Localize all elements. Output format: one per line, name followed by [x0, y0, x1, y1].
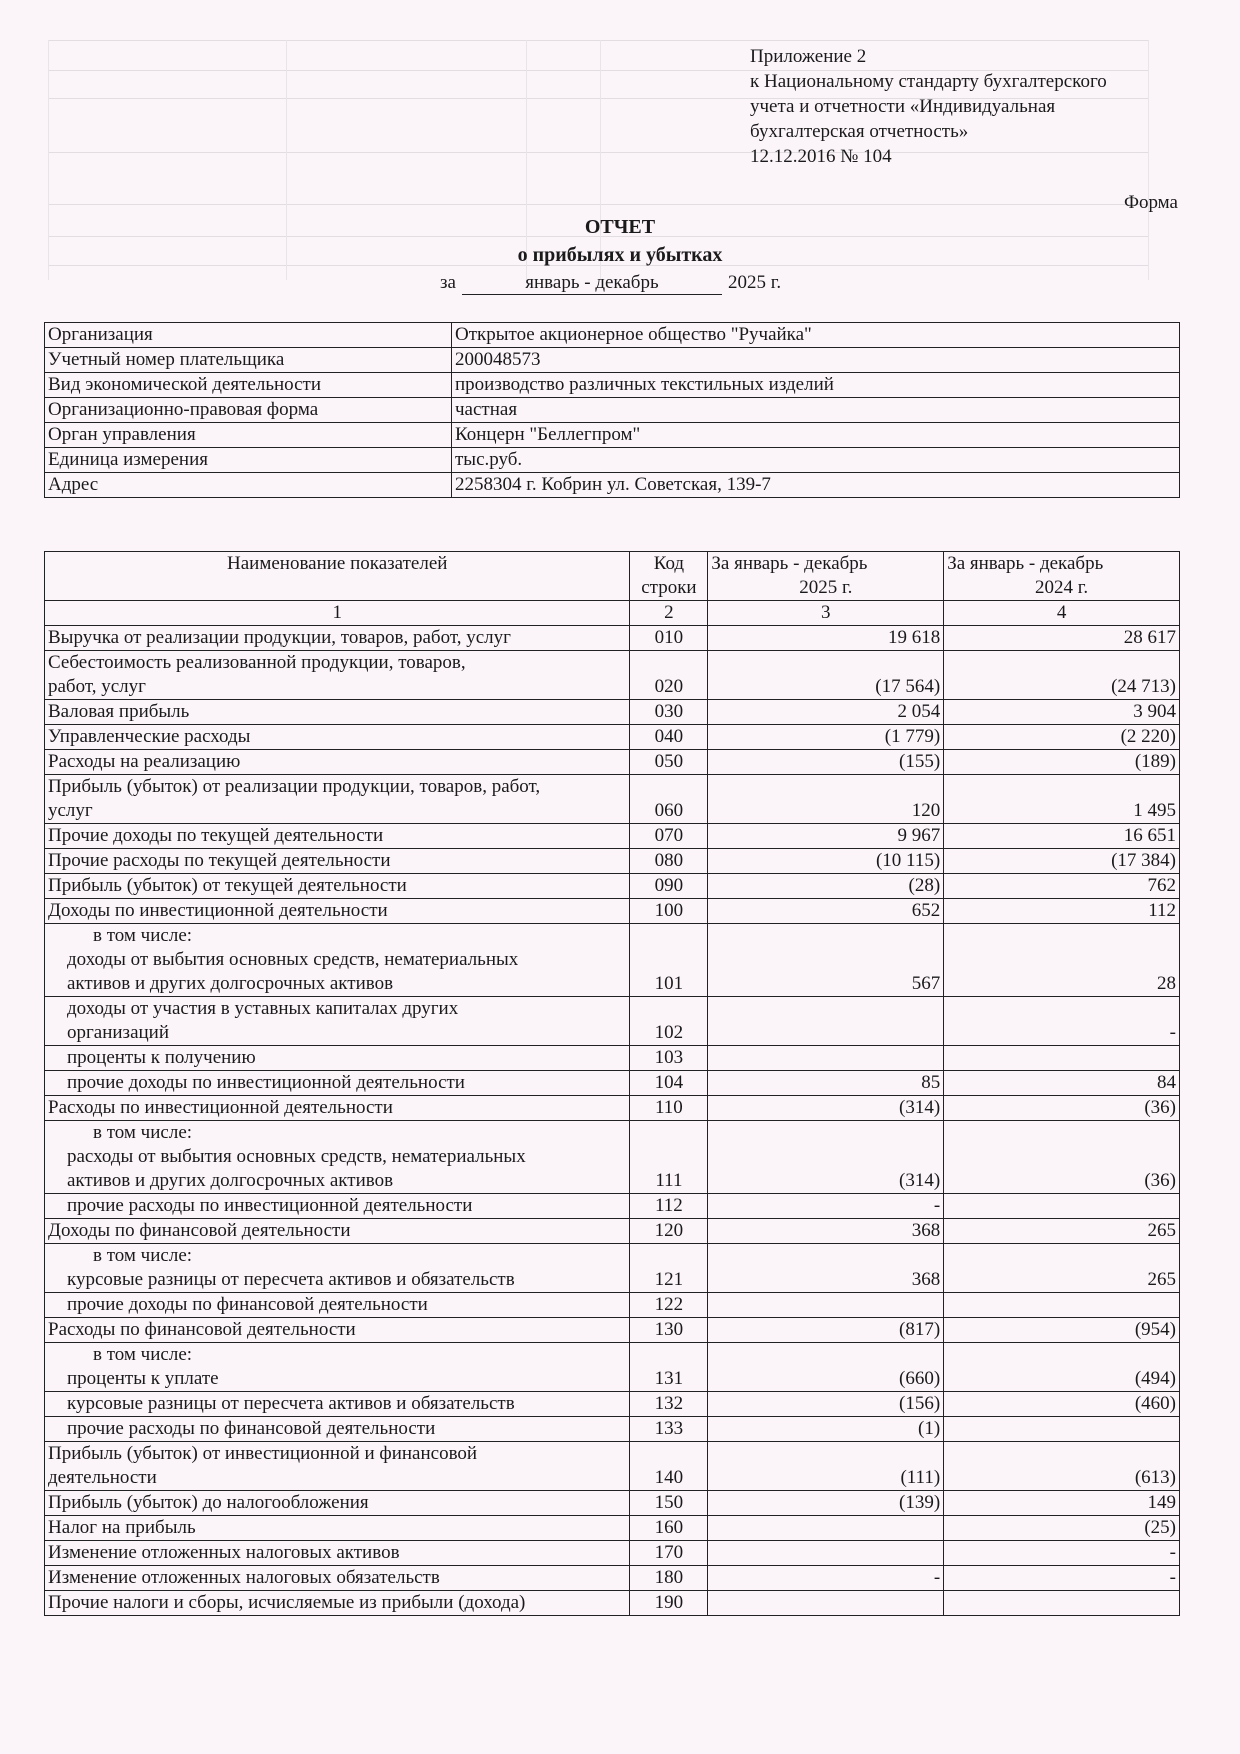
table-row [45, 626, 1180, 651]
row-code: 050 [630, 750, 708, 775]
previous-period-value: - [944, 1541, 1180, 1566]
table-row [45, 775, 1180, 824]
previous-period-value: (189) [944, 750, 1180, 775]
current-period-value: (139) [708, 1491, 944, 1516]
current-period-value [708, 1046, 944, 1071]
row-code: 132 [630, 1392, 708, 1417]
table-row [45, 824, 1180, 849]
row-name-line: Расходы по финансовой деятельности [48, 1319, 356, 1340]
row-name-line: Прочие расходы по текущей деятельности [48, 850, 391, 871]
table-row [45, 1566, 1180, 1591]
header-current-period [708, 552, 944, 601]
info-row [45, 323, 1180, 348]
table-row [45, 1071, 1180, 1096]
info-label: Учетный номер плательщика [45, 348, 452, 373]
table-row [45, 1219, 1180, 1244]
previous-period-value: 84 [944, 1071, 1180, 1096]
info-label: Орган управления [45, 423, 452, 448]
col-number: 3 [708, 601, 944, 626]
row-name [45, 700, 630, 725]
current-period-value [708, 1516, 944, 1541]
report-period [440, 272, 781, 295]
header-cur-line: 2025 г. [799, 577, 853, 598]
current-period-value: 567 [708, 924, 944, 997]
previous-period-value: (17 384) [944, 849, 1180, 874]
info-label: Вид экономической деятельности [45, 373, 452, 398]
current-period-value: 368 [708, 1244, 944, 1293]
previous-period-value: 28 617 [944, 626, 1180, 651]
row-name-line: курсовые разницы от пересчета активов и обязательств [67, 1393, 515, 1414]
row-name [45, 1096, 630, 1121]
info-value: производство различных текстильных изделий [452, 373, 1180, 398]
previous-period-value: (36) [944, 1096, 1180, 1121]
row-name-line: Налог на прибыль [48, 1517, 196, 1538]
current-period-value: (155) [708, 750, 944, 775]
row-code: 131 [630, 1343, 708, 1392]
row-name [45, 1293, 630, 1318]
row-code: 122 [630, 1293, 708, 1318]
row-name [45, 997, 630, 1046]
row-code: 040 [630, 725, 708, 750]
row-name-line: Прибыль (убыток) от инвестиционной и финансовой [48, 1443, 478, 1464]
previous-period-value: (25) [944, 1516, 1180, 1541]
row-name-line: Прочие доходы по текущей деятельности [48, 825, 384, 846]
current-period-value [708, 1293, 944, 1318]
header-code-line: Код [653, 553, 685, 574]
previous-period-value: (460) [944, 1392, 1180, 1417]
current-period-value: (17 564) [708, 651, 944, 700]
row-code: 130 [630, 1318, 708, 1343]
report-title: ОТЧЕТ [584, 216, 656, 238]
row-name [45, 1244, 630, 1293]
previous-period-value [944, 1046, 1180, 1071]
row-code: 170 [630, 1541, 708, 1566]
row-name [45, 1071, 630, 1096]
row-name-line: прочие доходы по инвестиционной деятельности [67, 1072, 465, 1093]
info-label: Организационно-правовая форма [45, 398, 452, 423]
table-row [45, 899, 1180, 924]
previous-period-value: 1 495 [944, 775, 1180, 824]
previous-period-value: 149 [944, 1491, 1180, 1516]
header-code [630, 552, 708, 601]
header-previous-period [944, 552, 1180, 601]
current-period-value: (28) [708, 874, 944, 899]
info-label: Организация [45, 323, 452, 348]
previous-period-value: (494) [944, 1343, 1180, 1392]
previous-period-value: (613) [944, 1442, 1180, 1491]
row-name-line: Выручка от реализации продукции, товаров, работ, услуг [48, 627, 511, 648]
period-prefix: за [440, 272, 456, 293]
table-row [45, 750, 1180, 775]
table-row [45, 997, 1180, 1046]
row-name-line: Управленческие расходы [48, 726, 251, 747]
row-name-line: проценты к получению [67, 1047, 256, 1068]
row-name-line: организаций [67, 1022, 170, 1043]
previous-period-value: 3 904 [944, 700, 1180, 725]
table-row [45, 849, 1180, 874]
table-row [45, 874, 1180, 899]
current-period-value: - [708, 1194, 944, 1219]
current-period-value: - [708, 1566, 944, 1591]
row-code: 160 [630, 1516, 708, 1541]
row-code: 010 [630, 626, 708, 651]
row-code: 180 [630, 1566, 708, 1591]
current-period-value: (817) [708, 1318, 944, 1343]
row-name [45, 1516, 630, 1541]
column-number-row [45, 601, 1180, 626]
current-period-value: 85 [708, 1071, 944, 1096]
row-code: 110 [630, 1096, 708, 1121]
row-code: 101 [630, 924, 708, 997]
previous-period-value: - [944, 1566, 1180, 1591]
row-name [45, 775, 630, 824]
previous-period-value [944, 1417, 1180, 1442]
table-row [45, 700, 1180, 725]
row-code: 111 [630, 1121, 708, 1194]
row-name-line: активов и других долгосрочных активов [67, 1170, 394, 1191]
row-code: 104 [630, 1071, 708, 1096]
row-code: 102 [630, 997, 708, 1046]
info-row [45, 398, 1180, 423]
info-value: 2258304 г. Кобрин ул. Советская, 139-7 [452, 473, 1180, 498]
header-code-line: строки [641, 577, 697, 598]
row-name [45, 1541, 630, 1566]
row-name [45, 1121, 630, 1194]
row-name-line: прочие расходы по инвестиционной деятельности [67, 1195, 473, 1216]
row-name [45, 874, 630, 899]
previous-period-value: 16 651 [944, 824, 1180, 849]
row-name-line: Прибыль (убыток) от текущей деятельности [48, 875, 407, 896]
previous-period-value: 265 [944, 1219, 1180, 1244]
row-name-line: активов и других долгосрочных активов [67, 973, 394, 994]
row-name-line: Доходы по финансовой деятельности [48, 1220, 351, 1241]
row-code: 100 [630, 899, 708, 924]
row-code: 120 [630, 1219, 708, 1244]
row-code: 080 [630, 849, 708, 874]
row-name-line: работ, услуг [48, 676, 146, 697]
table-row [45, 1318, 1180, 1343]
current-period-value [708, 1541, 944, 1566]
row-name-line: прочие доходы по финансовой деятельности [67, 1294, 428, 1315]
info-value: тыс.руб. [452, 448, 1180, 473]
row-code: 103 [630, 1046, 708, 1071]
including-label: в том числе: [93, 1122, 193, 1143]
row-name [45, 1566, 630, 1591]
col-number: 1 [45, 601, 630, 626]
previous-period-value: (954) [944, 1318, 1180, 1343]
row-name [45, 1392, 630, 1417]
row-name [45, 924, 630, 997]
info-value: 200048573 [452, 348, 1180, 373]
profit-loss-table [44, 551, 1180, 1616]
current-period-value: 368 [708, 1219, 944, 1244]
previous-period-value: (36) [944, 1121, 1180, 1194]
row-code: 133 [630, 1417, 708, 1442]
header-prev-line: За январь - декабрь [947, 553, 1104, 574]
appendix-line: Приложение 2 [750, 46, 867, 67]
col-number: 4 [944, 601, 1180, 626]
previous-period-value: 28 [944, 924, 1180, 997]
header-prev-line: 2024 г. [1035, 577, 1089, 598]
row-name [45, 1194, 630, 1219]
row-name-line: проценты к уплате [67, 1368, 219, 1389]
row-name [45, 725, 630, 750]
row-name [45, 1318, 630, 1343]
current-period-value: (1 779) [708, 725, 944, 750]
including-label: в том числе: [93, 1344, 193, 1365]
row-name-line: Прочие налоги и сборы, исчисляемые из прибыли (дохода) [48, 1592, 526, 1613]
row-code: 060 [630, 775, 708, 824]
current-period-value: 120 [708, 775, 944, 824]
info-label: Единица измерения [45, 448, 452, 473]
row-name [45, 824, 630, 849]
table-row [45, 1591, 1180, 1616]
row-name-line: Валовая прибыль [48, 701, 190, 722]
previous-period-value: (2 220) [944, 725, 1180, 750]
table-row [45, 1442, 1180, 1491]
row-name [45, 626, 630, 651]
row-name-line: Доходы по инвестиционной деятельности [48, 900, 388, 921]
row-name [45, 1491, 630, 1516]
info-row [45, 373, 1180, 398]
appendix-line: к Национальному стандарту бухгалтерского [750, 71, 1107, 92]
row-code: 140 [630, 1442, 708, 1491]
current-period-value: (10 115) [708, 849, 944, 874]
table-row [45, 1392, 1180, 1417]
current-period-value: 9 967 [708, 824, 944, 849]
row-code: 112 [630, 1194, 708, 1219]
row-name [45, 750, 630, 775]
appendix-line: бухгалтерская отчетность» [750, 121, 969, 142]
current-period-value: (111) [708, 1442, 944, 1491]
table-row [45, 1121, 1180, 1194]
info-row [45, 423, 1180, 448]
appendix-line: учета и отчетности «Индивидуальная [750, 96, 1056, 117]
row-name-line: Себестоимость реализованной продукции, товаров, [48, 652, 466, 673]
table-row [45, 1417, 1180, 1442]
row-name-line: услуг [48, 800, 93, 821]
organization-info-table [44, 322, 1180, 498]
table-row [45, 725, 1180, 750]
table-row [45, 1491, 1180, 1516]
row-name [45, 899, 630, 924]
period-value: январь - декабрь [462, 272, 722, 295]
info-value: Открытое акционерное общество "Ручайка" [452, 323, 1180, 348]
previous-period-value: 112 [944, 899, 1180, 924]
info-label: Адрес [45, 473, 452, 498]
current-period-value: 19 618 [708, 626, 944, 651]
row-name [45, 1442, 630, 1491]
report-subtitle: о прибылях и убытках [517, 244, 723, 266]
current-period-value [708, 997, 944, 1046]
table-row [45, 924, 1180, 997]
row-code: 070 [630, 824, 708, 849]
row-code: 121 [630, 1244, 708, 1293]
row-name [45, 1591, 630, 1616]
previous-period-value: (24 713) [944, 651, 1180, 700]
row-name-line: расходы от выбытия основных средств, нематериальных [67, 1146, 526, 1167]
col-number: 2 [630, 601, 708, 626]
previous-period-value: 762 [944, 874, 1180, 899]
row-name-line: Прибыль (убыток) до налогообложения [48, 1492, 369, 1513]
table-row [45, 1343, 1180, 1392]
table-row [45, 1516, 1180, 1541]
current-period-value: (314) [708, 1121, 944, 1194]
current-period-value: (156) [708, 1392, 944, 1417]
row-name-line: Изменение отложенных налоговых активов [48, 1542, 400, 1563]
table-row [45, 1194, 1180, 1219]
row-name [45, 849, 630, 874]
current-period-value: (1) [708, 1417, 944, 1442]
table-row [45, 1541, 1180, 1566]
row-code: 030 [630, 700, 708, 725]
table-header-row [45, 552, 1180, 601]
row-name-line: Прибыль (убыток) от реализации продукции, товаров, работ, [48, 776, 541, 797]
previous-period-value [944, 1194, 1180, 1219]
row-code: 090 [630, 874, 708, 899]
appendix-note [750, 44, 1107, 169]
previous-period-value [944, 1591, 1180, 1616]
row-name-line: доходы от участия в уставных капиталах других [67, 998, 459, 1019]
including-label: в том числе: [93, 925, 193, 946]
row-code: 190 [630, 1591, 708, 1616]
row-code: 020 [630, 651, 708, 700]
info-row [45, 448, 1180, 473]
current-period-value: 652 [708, 899, 944, 924]
table-row [45, 1244, 1180, 1293]
header-cur-line: За январь - декабрь [711, 553, 868, 574]
previous-period-value: 265 [944, 1244, 1180, 1293]
info-row [45, 348, 1180, 373]
current-period-value: (660) [708, 1343, 944, 1392]
row-name-line: курсовые разницы от пересчета активов и обязательств [67, 1269, 515, 1290]
previous-period-value [944, 1293, 1180, 1318]
table-row [45, 1293, 1180, 1318]
row-name [45, 1046, 630, 1071]
row-name-line: Расходы на реализацию [48, 751, 241, 772]
row-code: 150 [630, 1491, 708, 1516]
row-name-line: доходы от выбытия основных средств, нематериальных [67, 949, 519, 970]
info-value: Концерн "Беллегпром" [452, 423, 1180, 448]
row-name [45, 1343, 630, 1392]
row-name-line: Изменение отложенных налоговых обязательств [48, 1567, 440, 1588]
info-value: частная [452, 398, 1180, 423]
appendix-line: 12.12.2016 № 104 [750, 146, 892, 167]
row-name [45, 1417, 630, 1442]
row-name-line: прочие расходы по финансовой деятельности [67, 1418, 436, 1439]
row-name-line: Расходы по инвестиционной деятельности [48, 1097, 393, 1118]
including-label: в том числе: [93, 1245, 193, 1266]
table-row [45, 1046, 1180, 1071]
row-name-line: деятельности [48, 1467, 157, 1488]
row-name [45, 651, 630, 700]
period-year: 2025 г. [727, 272, 782, 293]
previous-period-value: - [944, 997, 1180, 1046]
header-name: Наименование показателей [45, 552, 630, 601]
table-row [45, 1096, 1180, 1121]
current-period-value [708, 1591, 944, 1616]
form-label: Форма [1123, 192, 1178, 213]
current-period-value: (314) [708, 1096, 944, 1121]
table-row [45, 651, 1180, 700]
current-period-value: 2 054 [708, 700, 944, 725]
info-row [45, 473, 1180, 498]
row-name [45, 1219, 630, 1244]
